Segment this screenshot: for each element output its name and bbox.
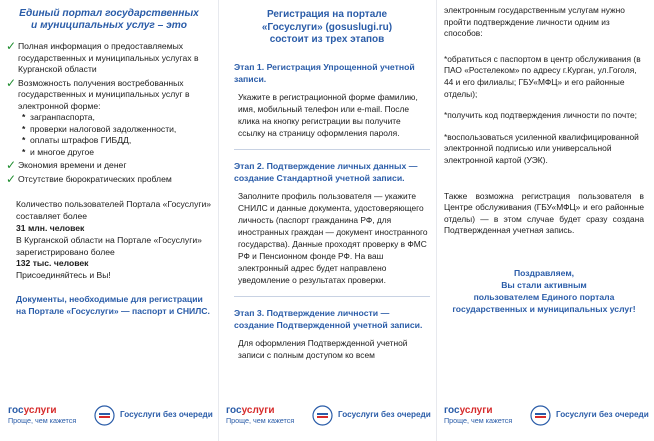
required-documents: Документы, необходимые для регистрации на Портале «Госуслуги» — паспорт и СНИЛС.: [16, 293, 210, 316]
feature-item: ✓ Отсутствие бюрократических проблем: [6, 171, 172, 186]
mfc-registration-note: Также возможна регистрация пользователя в Центре обслуживания (ГБУ«МФЦ» и его районные отделы) — в этом случае будет сразу создана Подтвержденная учетная запись.: [444, 190, 644, 236]
user-stats: Количество пользователей Портала «Госуслуги» составляет более 31 млн. человек В Курганской области на Портале «Госуслуги» зарегистрировано более 132 тыс. человек Присоединяйтесь и Вы!: [16, 199, 212, 281]
queue-badge-icon: [312, 405, 333, 426]
gosuslugi-logo: госуслуги Проще, чем кажется: [8, 405, 77, 425]
confirmation-option: *получить код подтверждения личности по почте;: [444, 110, 637, 121]
badge-caption: Госуслуги без очереди: [338, 410, 431, 419]
footer-branding: [218, 405, 436, 431]
confirmation-option: *воспользоваться усиленной квалифицированной электронной подписью или универсальной электронной картой (УЭК).: [444, 131, 639, 165]
stage-1-text: Укажите в регистрационной форме фамилию, имя, мобильный телефон или e-mail. После клика на кнопку регистрации вы получите ссылку на страницу оформления пароля.: [238, 91, 418, 138]
gosuslugi-logo: госуслуги Проще, чем кажется: [226, 405, 295, 425]
slogan: Проще, чем кажется: [226, 416, 295, 425]
panel-title: Единый портал государственных и муниципальных услуг – это: [19, 8, 199, 32]
stage-3-heading: Этап 3. Подтверждение личности — создание Подтвержденной учетной записи.: [234, 307, 423, 330]
service-item: * и многое другое: [30, 147, 212, 159]
feature-item: ✓ Экономия времени и денег: [6, 158, 127, 173]
column-divider: [218, 0, 219, 441]
stage-2-heading: Этап 2. Подтверждение личных данных — создание Стандартной учетной записи.: [234, 160, 418, 183]
checkmark-icon: ✓: [6, 171, 17, 186]
divider: [234, 149, 430, 150]
stage-3-text: Для оформления Подтвержденной учетной записи с полным доступом ко всем: [238, 337, 408, 360]
gosuslugi-logo: госуслуги Проще, чем кажется: [444, 405, 513, 425]
badge-caption: Госуслуги без очереди: [556, 410, 649, 419]
confirmation-intro: электронным государственным услугам нужно пройти подтверждение личности одним из способов:: [444, 5, 625, 39]
panel-identity-confirmation: [436, 0, 654, 441]
regional-user-count: 132 тыс. человек: [16, 258, 89, 269]
feature-item: ✓ Полная информация о предоставляемых государственных и муниципальных услугах в Курганской области: [6, 39, 199, 75]
slogan: Проще, чем кажется: [8, 416, 77, 425]
queue-badge-icon: [94, 405, 115, 426]
service-item: * проверки налоговой задолженности,: [30, 124, 212, 136]
panel-title: Регистрация на портале «Госуслуги» (gosuslugi.ru) состоит из трех этапов: [261, 9, 393, 45]
confirmation-option: *обратиться с паспортом в центр обслуживания (в ПАО «Ростелеком» по адресу г.Курган, ул.Гоголя, 44 и его филиалы; ГБУ«МФЦ» и его районные отделы);: [444, 53, 641, 99]
join-call: Присоединяйтесь и Вы!: [16, 270, 111, 281]
stage-1-heading: Этап 1. Регистрация Упрощенной учетной записи.: [234, 61, 415, 84]
feature-item: ✓ Возможность получения востребованных государственных и муниципальных услуг в электронной форме:: [6, 75, 190, 111]
service-item: * оплаты штрафов ГИБДД,: [30, 135, 212, 147]
column-divider: [436, 0, 437, 441]
queue-badge-icon: [530, 405, 551, 426]
checkmark-icon: ✓: [6, 39, 17, 54]
service-list: [6, 112, 212, 158]
checkmark-icon: ✓: [6, 158, 17, 173]
service-item: * загранпаспорта,: [30, 112, 212, 124]
panel-registration-steps: [218, 0, 436, 441]
congratulations-message: Поздравляем, Вы стали активным пользователем Единого портала государственных и муниципальных услуг!: [452, 267, 636, 314]
checkmark-icon: ✓: [6, 75, 17, 90]
divider: [234, 296, 430, 297]
badge-caption: Госуслуги без очереди: [120, 410, 213, 419]
panel-portal-intro: [0, 0, 218, 441]
footer-branding: [0, 405, 218, 431]
footer-branding: [436, 405, 654, 431]
slogan: Проще, чем кажется: [444, 416, 513, 425]
stage-2-text: Заполните профиль пользователя — укажите СНИЛС и данные документа, удостоверяющего личность (паспорт гражданина РФ, для иностранных граждан — документ иностранного государства). Данные проходят проверку в ФМС РФ и Пенсионном фонде РФ. На ваш электронный адрес будет направлено уведомление о результатах проверки.: [238, 190, 428, 285]
user-count: 31 млн. человек: [16, 223, 85, 233]
